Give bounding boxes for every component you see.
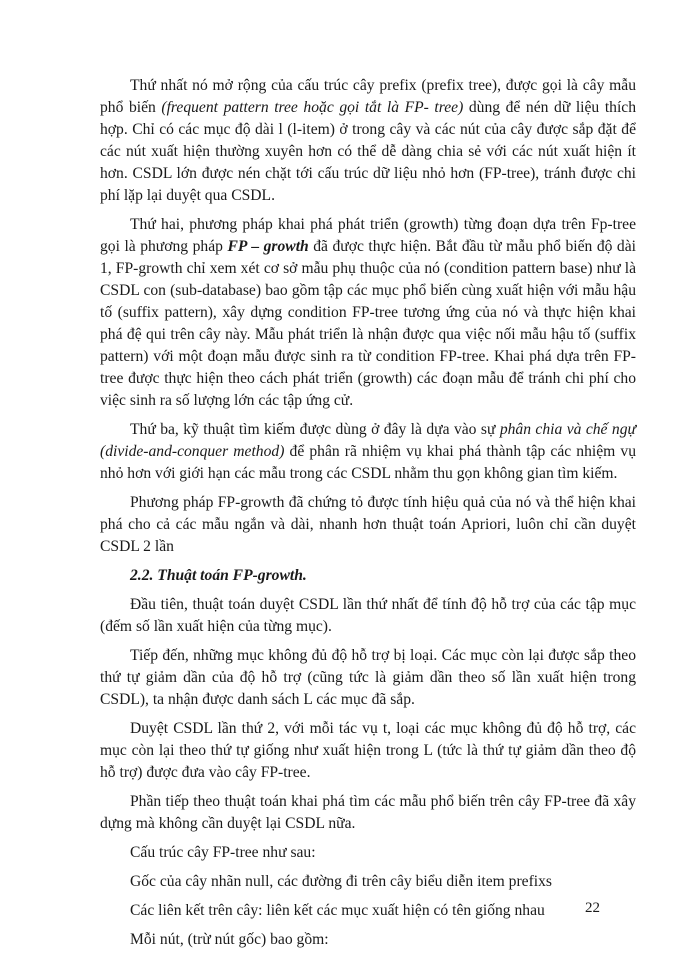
section-paragraph-3: Duyệt CSDL lần thứ 2, với mỗi tác vụ t, loại các mục không đủ độ hỗ trợ, các mục còn lại theo thứ tự giống như xuất hiện trong L (tức là thứ tự giảm dần theo độ hỗ trợ) được đưa vào cây FP-tree.	[100, 720, 636, 781]
paragraph-text: Thứ ba, kỹ thuật tìm kiếm được dùng ở đây là dựa vào sự	[130, 421, 500, 438]
page-number: 22	[585, 900, 600, 916]
page-body	[100, 75, 636, 958]
paragraph-text: dùng để nén dữ liệu thích hợp. Chỉ có các mục độ dài l (l-item) ở trong cây và các nút của cây được sắp đặt để các nút xuất hiện thường xuyên hơn có thể dễ dàng chia sẻ với các nút xuất hiện ít hơn. CSDL lớn được nén chặt tới cấu trúc dữ liệu nhỏ hơn (FP-tree), tránh được chi phí lặp lại duyệt qua CSDL.	[100, 99, 636, 204]
paragraph-2	[100, 214, 636, 412]
paragraph-1	[100, 75, 636, 207]
paragraph-text: đã được thực hiện. Bắt đầu từ mẫu phổ biến độ dài 1, FP-growth chỉ xem xét cơ sở mẫu phụ thuộc của nó (condition pattern base) như là CSDL con (sub-database) bao gồm tập các mục phổ biến cùng xuất hiện với mẫu hậu tố (suffix pattern), xây dựng condition FP-tree tương ứng của nó và thực hiện khai phá đệ qui trên cây này. Mẫu phát triển là nhận được qua việc nối mẫu hậu tố (suffix pattern) với một đoạn mẫu được sinh ra từ condition FP-tree. Khai phá dựa trên FP-tree được thực hiện theo cách phát triển (growth) các đoạn mẫu để tránh chi phí cho việc sinh ra số lượng lớn các tập ứng cử.	[100, 238, 636, 409]
structure-line-2: Gốc của cây nhãn null, các đường đi trên cây biểu diễn item prefixs	[130, 873, 552, 890]
section-paragraph-4: Phần tiếp theo thuật toán khai phá tìm các mẫu phổ biến trên cây FP-tree đã xây dựng mà không cần duyệt lại CSDL nữa.	[100, 793, 636, 832]
section-paragraph-1: Đầu tiên, thuật toán duyệt CSDL lần thứ nhất để tính độ hỗ trợ của các tập mục (đếm số lần xuất hiện của từng mục).	[100, 596, 636, 635]
paragraph-text: Thứ nhất nó mở rộng của cấu trúc cây prefix (prefix tree), được gọi là cây mẫu phổ biến	[100, 77, 636, 116]
paragraph-3	[100, 419, 636, 485]
italic-term: phân chia và chế ngự (divide-and-conquer method)	[100, 421, 636, 460]
section-heading: 2.2. Thuật toán FP-growth.	[130, 567, 307, 584]
structure-line-1: Cấu trúc cây FP-tree như sau:	[130, 844, 316, 861]
italic-term: (frequent pattern tree hoặc gọi tắt là FP- tree)	[161, 99, 464, 116]
bold-term: FP – growth	[227, 238, 309, 255]
section-paragraph-2: Tiếp đến, những mục không đủ độ hỗ trợ bị loại. Các mục còn lại được sắp theo thứ tự giảm dần của độ hỗ trợ (cũng tức là giảm dần theo số lần xuất hiện trong CSDL), ta nhận được danh sách L các mục đã sắp.	[100, 647, 636, 708]
structure-line-4: Mỗi nút, (trừ nút gốc) bao gồm:	[130, 931, 329, 948]
paragraph-4	[100, 492, 636, 558]
paragraph-text: Phương pháp FP-growth đã chứng tỏ được tính hiệu quả của nó và thể hiện khai phá cho cả các mẫu ngắn và dài, nhanh hơn thuật toán Apriori, luôn chỉ cần duyệt CSDL 2 lần	[100, 494, 636, 555]
paragraph-text: để phân rã nhiệm vụ khai phá thành tập các nhiệm vụ nhỏ hơn với giới hạn các mẫu trong các CSDL nhằm thu gọn không gian tìm kiếm.	[100, 443, 637, 482]
structure-line-3: Các liên kết trên cây: liên kết các mục xuất hiện có tên giống nhau	[130, 902, 545, 919]
paragraph-text: Thứ hai, phương pháp khai phá phát triển (growth) từng đoạn dựa trên Fp-tree gọi là phương pháp	[100, 216, 636, 255]
